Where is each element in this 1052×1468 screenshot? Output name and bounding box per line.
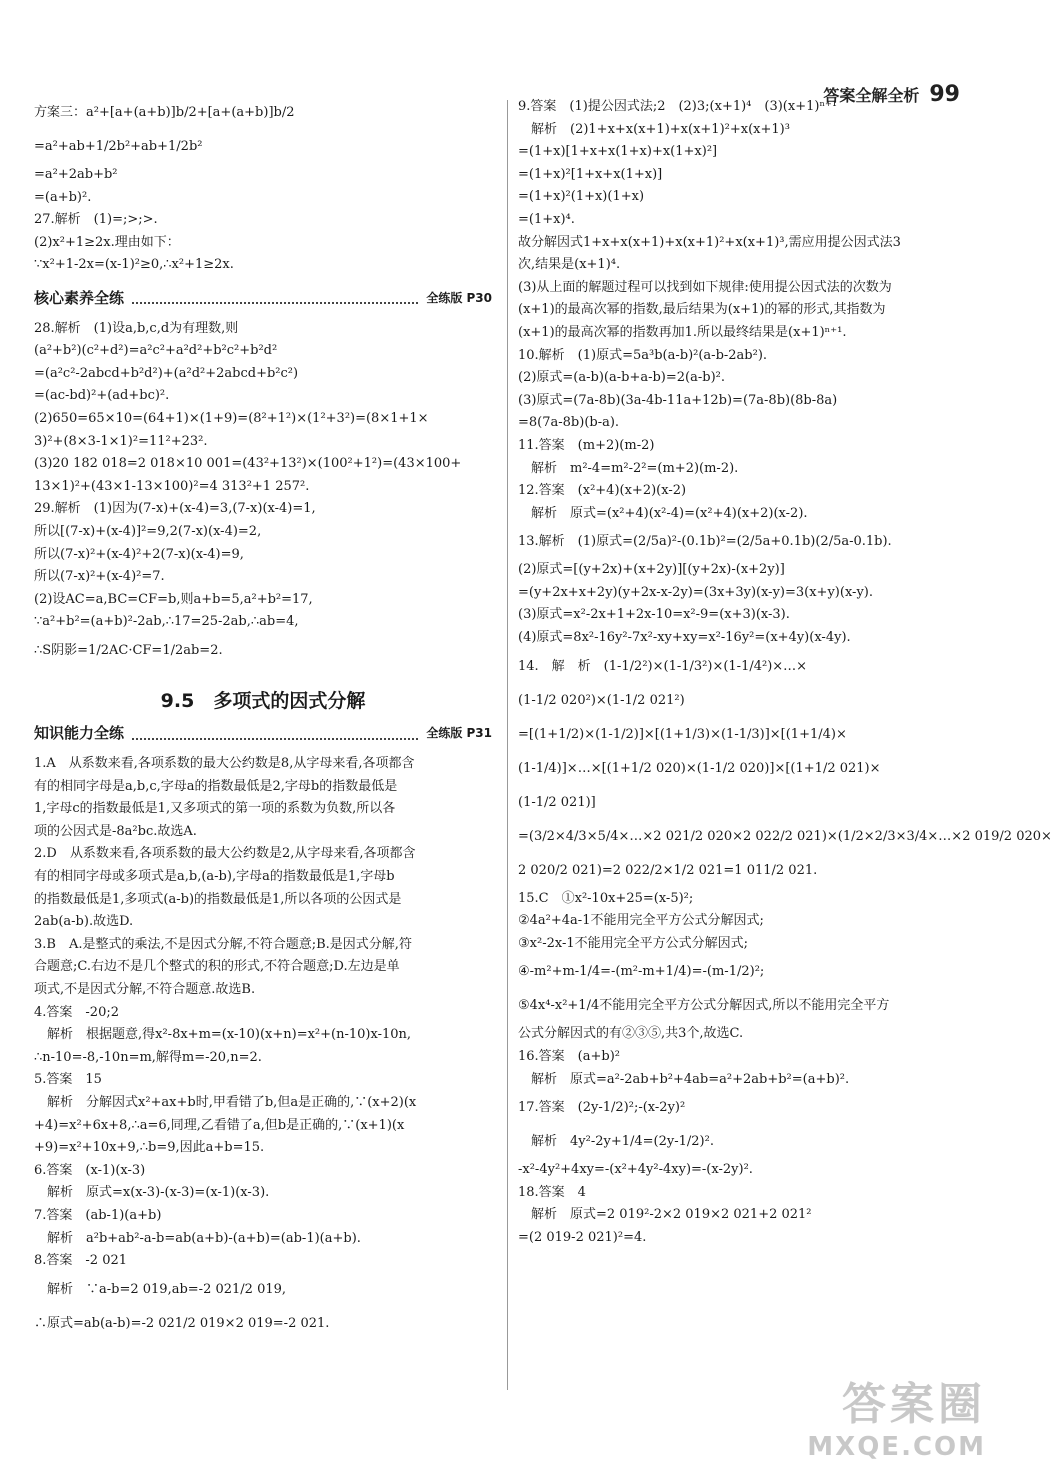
text-line: 所以(7-x)²+(x-4)²+2(7-x)(x-4)=9, [34,546,244,562]
text-line: =(3/2×4/3×5/4×…×2 021/2 020×2 022/2 021)×(1/2×2/3×3/4×…×2 019/2 020× [518,828,1052,844]
text-line: (2)650=65×10=(64+1)×(1+9)=(8²+1²)×(1²+3²)=(8×1+1× [34,410,429,426]
text-line: ③x²-2x-1不能用完全平方公式分解因式; [518,935,749,951]
text-line: ∴S阴影=1/2AC·CF=1/2ab=2. [34,642,223,658]
section-title: 知识能力全练 [34,724,125,743]
text-line: ②4a²+4a-1不能用完全平方公式分解因式; [518,913,764,929]
text-line: (2)原式=[(y+2x)+(x+2y)][(y+2x)-(x+2y)] [518,562,785,578]
text-line: 解析 a²b+ab²-a-b=ab(a+b)-(a+b)=(ab-1)(a+b). [34,1230,361,1246]
text-line: =(ac-bd)²+(ad+bc)². [34,388,170,404]
text-line: 18.答案 4 [518,1184,586,1200]
text-line: 15.C ①x²-10x+25=(x-5)²; [518,890,694,906]
text-line: (3)原式=(7a-8b)(3a-4b-11a+12b)=(7a-8b)(8b-8a) [518,392,838,408]
text-line: 13×1)²+(43×1-13×100)²=4 313²+1 257². [34,478,310,494]
text-line: 的指数最低是1,多项式(a-b)的指数最低是1,所以各项的公因式是 [34,891,402,907]
text-line: 10.解析 (1)原式=5a³b(a-b)²(a-b-2ab²). [518,347,768,363]
text-line: ∵x²+1-2x=(x-1)²≥0,∴x²+1≥2x. [34,257,234,273]
block-intro [34,96,492,277]
section-title: 核心素养全练 [34,288,125,307]
block-core [34,318,492,668]
text-line: 6.答案 (x-1)(x-3) [34,1162,146,1178]
text-line: 5.答案 15 [34,1072,102,1088]
left-column [34,96,492,1341]
text-line: =(1+x)²(1+x)(1+x) [518,189,645,205]
text-line: 11.答案 (m+2)(m-2) [518,437,655,453]
text-line: (x+1)的最高次幂的指数,最后结果为(x+1)的幂的形式,其指数为 [518,302,886,318]
text-line: 3.B A.是整式的乘法,不是因式分解,不符合题意;B.是因式分解,符 [34,936,412,952]
text-line: (1-1/4)]×…×[(1+1/2 020)×(1-1/2 020)]×[(1+1/2 021)× [518,760,881,776]
text-line: (3)从上面的解题过程可以找到如下规律:使用提公因式法的次数为 [518,279,892,295]
text-line: (2)设AC=a,BC=CF=b,则a+b=5,a²+b²=17, [34,591,313,607]
text-line: =8(7a-8b)(b-a). [518,415,620,431]
text-line: ⑤4x⁴-x²+1/4不能用完全平方公式分解因式,所以不能用完全平方 [518,998,890,1014]
text-line: =(1+x)²[1+x+x(1+x)] [518,166,663,182]
text-line: 项式,不是因式分解,不符合题意.故选B. [34,982,256,997]
text-line: 解析 根据题意,得x²-8x+m=(x-10)(x+n)=x²+(n-10)x-10n, [34,1027,412,1043]
text-line: -x²-4y²+4xy=-(x²+4y²-4xy)=-(x-2y)². [518,1162,753,1178]
text-line: (3)原式=x²-2x+1+2x-10=x²-9=(x+3)(x-3). [518,607,790,623]
text-line: +9)=x²+10x+9,∴b=9,因此a+b=15. [34,1140,265,1156]
chapter-title: 9.5 多项式的因式分解 [160,689,366,712]
section-ref: 全练版 P30 [426,290,492,305]
text-line: =(1+x)[1+x+x(1+x)+x(1+x)²] [518,144,718,160]
text-line: (1-1/2 021)] [518,794,596,810]
text-line: 3)²+(8×3-1×1)²=11²+23². [34,433,208,449]
text-line: =(a²c²-2abcd+b²d²)+(a²d²+2abcd+b²c²) [34,365,299,381]
text-line: =a²+ab+1/2b²+ab+1/2b² [34,139,203,154]
text-line: 有的相同字母或多项式是a,b,(a-b),字母a的指数最低是1,字母b [34,869,395,885]
text-line: (2)原式=(a-b)(a-b+a-b)=2(a-b)². [518,370,725,386]
column-divider [507,100,508,1390]
section-ref: 全练版 P31 [426,726,492,741]
page-number: 99 [929,82,960,107]
text-line: ④-m²+m-1/4=-(m²-m+1/4)=-(m-1/2)²; [518,964,765,980]
text-line: ∴n-10=-8,-10n=m,解得m=-20,n=2. [34,1049,262,1065]
header-title: 答案全解全析 [823,86,920,105]
text-line: 28.解析 (1)设a,b,c,d为有理数,则 [34,320,239,336]
text-line: 解析 原式=a²-2ab+b²+4ab=a²+2ab+b²=(a+b)². [518,1071,850,1087]
text-line: 14. 解 析 (1-1/2²)×(1-1/3²)×(1-1/4²)×…× [518,658,808,674]
block-knowledge [34,753,492,1341]
text-line: =[(1+1/2)×(1-1/2)]×[(1+1/3)×(1-1/3)]×[(1+1/4)× [518,726,847,742]
text-line: 解析 分解因式x²+ax+b时,甲看错了b,但a是正确的,∵(x+2)(x [34,1094,417,1110]
text-line: 7.答案 (ab-1)(a+b) [34,1207,162,1223]
text-line: (x+1)的最高次幂的指数再加1.所以最终结果是(x+1)ⁿ⁺¹. [518,324,847,340]
text-line: (3)20 182 018=2 018×10 001=(43²+13²)×(100²+1²)=(43×100+ [34,456,462,472]
text-line: 12.答案 (x²+4)(x+2)(x-2) [518,483,687,499]
text-line: 解析 (2)1+x+x(x+1)+x(x+1)²+x(x+1)³ [518,121,790,137]
text-line: 解析 4y²-2y+1/4=(2y-1/2)². [518,1134,714,1150]
text-line: =a²+2ab+b² [34,167,118,182]
text-line: =(2 019-2 021)²=4. [518,1230,647,1245]
text-line: 解析 m²-4=m²-2²=(m+2)(m-2). [518,460,739,476]
text-line: 合题意;C.右边不是几个整式的积的形式,不符合题意;D.左边是单 [34,959,400,975]
text-line: 27.解析 (1)=;>;>. [34,212,158,228]
watermark-en: MXQE.COM [807,1432,986,1462]
watermark-cn: 答案圈 [842,1379,986,1430]
site-watermark [807,1368,986,1462]
text-line: 解析 ∵a-b=2 019,ab=-2 021/2 019, [34,1281,287,1297]
text-line: 9.答案 (1)提公因式法;2 (2)3;(x+1)⁴ (3)(x+1)ⁿ⁺¹ [518,99,838,114]
text-line: 17.答案 (2y-1/2)²;-(x-2y)² [518,1100,686,1116]
dotted-leader [132,728,418,740]
text-line: 13.解析 (1)原式=(2/5a)²-(0.1b)²=(2/5a+0.1b)(2/5a-0.1b). [518,534,892,550]
dotted-leader [132,292,418,304]
text-line: =(a+b)². [34,189,92,205]
text-line: =(1+x)⁴. [518,211,575,227]
text-line: 解析 原式=(x²+4)(x²-4)=(x²+4)(x+2)(x-2). [518,505,808,521]
text-line: 解析 原式=x(x-3)-(x-3)=(x-1)(x-3). [34,1185,270,1201]
section-heading [34,722,492,745]
text-line: (4)原式=8x²-16y²-7x²-xy+xy=x²-16y²=(x+4y)(x-4y). [518,630,851,646]
text-line: +4)=x²+6x+8,∴a=6,同理,乙看错了a,但b是正确的,∵(x+1)(x [34,1117,405,1133]
text-line: 4.答案 -20;2 [34,1004,119,1020]
text-line: 2 020/2 021)=2 022/2×1/2 021=1 011/2 021. [518,862,818,878]
text-line: =(y+2x+x+2y)(y+2x-x-2y)=(3x+3y)(x-y)=3(x+y)(x-y). [518,584,873,600]
text-line: 项的公因式是-8a²bc.故选A. [34,823,197,839]
text-line: 次,结果是(x+1)⁴. [518,257,621,273]
text-line: 公式分解因式的有②③⑤,共3个,故选C. [518,1026,744,1042]
text-line: 1.A 从系数来看,各项系数的最大公约数是8,从字母来看,各项都含 [34,756,415,772]
text-line: ∴原式=ab(a-b)=-2 021/2 019×2 019=-2 021. [34,1315,330,1331]
text-line: (2)x²+1≥2x.理由如下： [34,234,180,250]
text-line: 有的相同字母是a,b,c,字母a的指数最低是2,字母b的指数最低是 [34,778,398,794]
text-line: 8.答案 -2 021 [34,1253,128,1269]
text-line: (1-1/2 020²)×(1-1/2 021²) [518,692,685,708]
text-line: 所以[(7-x)+(x-4)]²=9,2(7-x)(x-4)=2, [34,523,262,539]
text-line: (a²+b²)(c²+d²)=a²c²+a²d²+b²c²+b²d² [34,343,278,359]
text-line: 2.D 从系数来看,各项系数的最大公约数是2,从字母来看,各项都含 [34,846,416,862]
text-line: 故分解因式1+x+x(x+1)+x(x+1)²+x(x+1)³,需应用提公因式法3 [518,234,901,250]
text-line: 解析 原式=2 019²-2×2 019×2 021+2 021² [518,1207,812,1223]
right-column [518,96,1052,1250]
text-line: 16.答案 (a+b)² [518,1049,620,1065]
text-line: ∵a²+b²=(a+b)²-2ab,∴17=25-2ab,∴ab=4, [34,614,299,630]
section-heading [34,287,492,310]
text-line: 所以(7-x)²+(x-4)²=7. [34,569,165,585]
text-line: 29.解析 (1)因为(7-x)+(x-4)=3,(7-x)(x-4)=1, [34,501,316,517]
text-line: 2ab(a-b).故选D. [34,914,134,930]
text-line: 方案三：a²+[a+(a+b)]b/2+[a+(a+b)]b/2 [34,105,295,120]
text-line: 1,字母c的指数最低是1,又多项式的第一项的系数为负数,所以各 [34,801,396,817]
